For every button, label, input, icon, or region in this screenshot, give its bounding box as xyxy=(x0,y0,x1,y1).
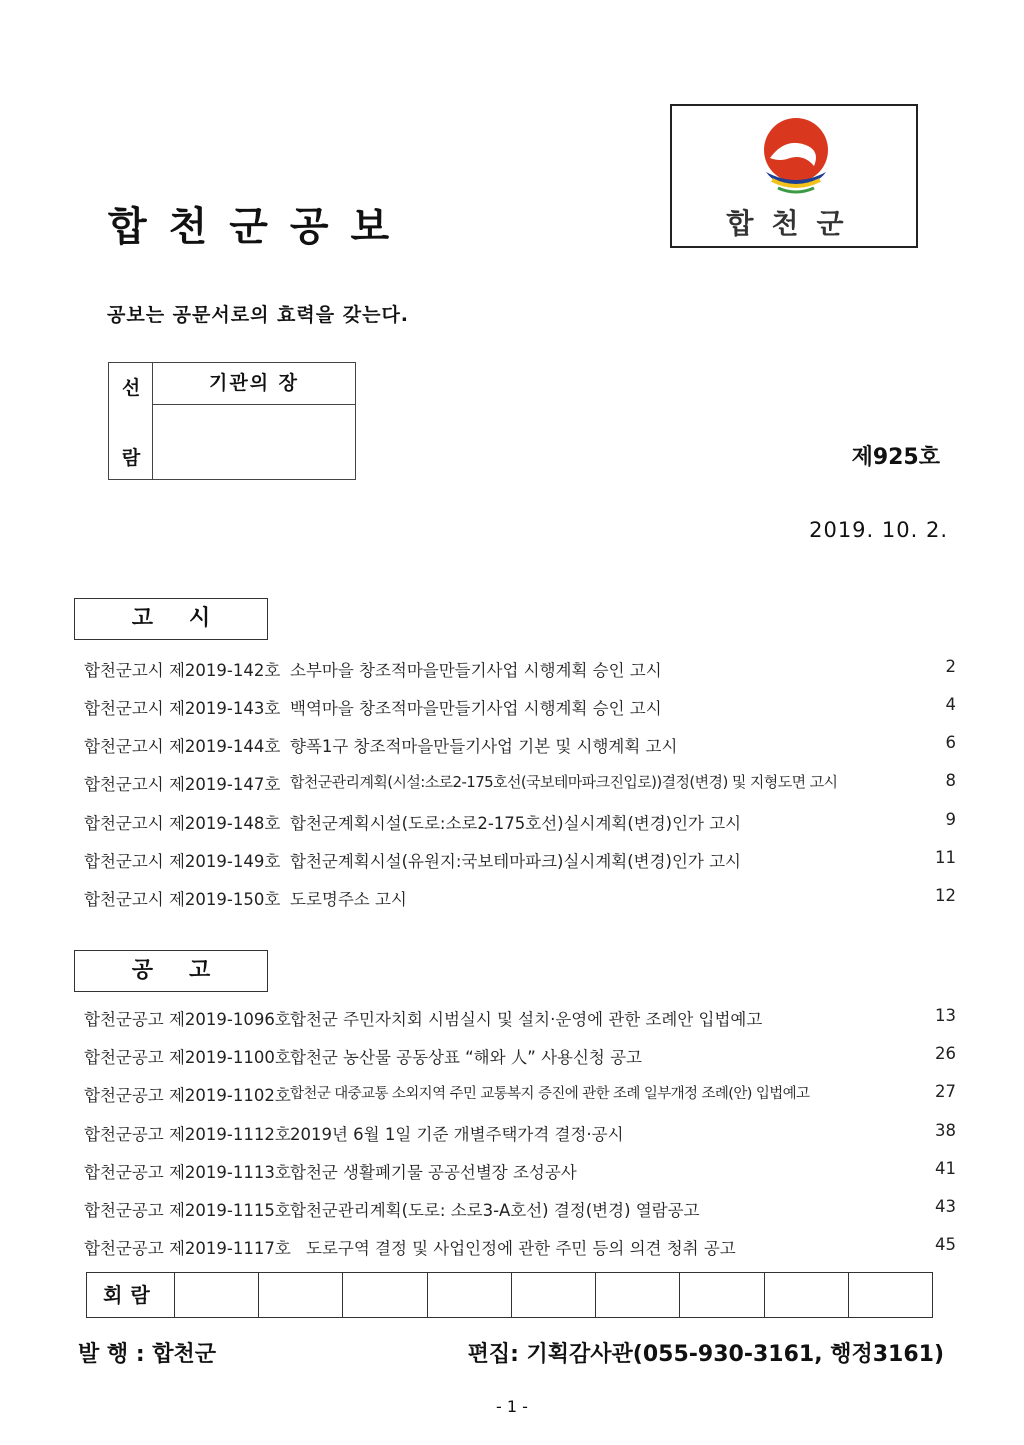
circulation-cell xyxy=(849,1273,932,1317)
entry-title: 백역마을 창조적마을만들기사업 시행계획 승인 고시 xyxy=(290,699,662,718)
circulation-cell xyxy=(680,1273,764,1317)
entry-page: 27 xyxy=(935,1082,956,1101)
circulation-cell xyxy=(259,1273,343,1317)
entry-number: 합천군공고 제2019-1102호 xyxy=(84,1086,291,1105)
notice-entry[interactable] xyxy=(84,810,956,840)
notice-entry[interactable] xyxy=(84,771,956,801)
announcement-entry[interactable] xyxy=(84,1082,956,1112)
entry-number: 합천군공고 제2019-1113호 xyxy=(84,1163,291,1182)
entry-number: 합천군고시 제2019-148호 xyxy=(84,814,281,833)
announcement-entry[interactable] xyxy=(84,1197,956,1227)
entry-page: 13 xyxy=(935,1006,956,1025)
issue-number: 제925호 xyxy=(851,445,940,470)
entry-page: 8 xyxy=(945,771,956,790)
announcement-entry[interactable] xyxy=(84,1235,956,1265)
circulation-cell xyxy=(428,1273,512,1317)
entry-title: 2019년 6월 1일 기준 개별주택가격 결정·공시 xyxy=(290,1125,624,1144)
entry-number: 합천군공고 제2019-1115호 xyxy=(84,1201,291,1220)
editor-contact: 편집: 기획감사관(055-930-3161, 행정3161) xyxy=(467,1342,944,1367)
routing-head: 기관의 장 xyxy=(153,363,355,405)
entry-number: 합천군고시 제2019-149호 xyxy=(84,852,281,871)
announcement-entry[interactable] xyxy=(84,1121,956,1151)
entry-number: 합천군고시 제2019-144호 xyxy=(84,737,281,756)
entry-number: 합천군고시 제2019-143호 xyxy=(84,699,281,718)
entry-title: 합천군관리계획(도로: 소로3-A호선) 결정(변경) 열람공고 xyxy=(290,1201,700,1220)
entry-number: 합천군공고 제2019-1117호 xyxy=(84,1239,291,1258)
notice-entry[interactable] xyxy=(84,733,956,763)
page-number: - 1 - xyxy=(496,1397,528,1416)
circulation-table xyxy=(86,1272,933,1318)
publisher-line: 발 행 : 합천군 xyxy=(78,1342,217,1367)
announcements-heading: 공고 xyxy=(74,950,268,992)
entry-title: 향폭1구 창조적마을만들기사업 기본 및 시행계획 고시 xyxy=(290,737,678,756)
entry-title: 도로구역 결정 및 사업인정에 관한 주민 등의 의견 청취 공고 xyxy=(306,1239,736,1258)
entry-number: 합천군고시 제2019-142호 xyxy=(84,661,281,680)
entry-page: 26 xyxy=(935,1044,956,1063)
routing-label-top: 선 xyxy=(121,377,141,399)
entry-title: 합천군관리계획(시설:소로2-175호선(국보테마파크진입로))결정(변경) 및 지형도면 고시 xyxy=(290,773,838,791)
circulation-cell xyxy=(512,1273,596,1317)
circulation-cell xyxy=(765,1273,849,1317)
circulation-label: 회람 xyxy=(87,1273,175,1317)
entry-title: 합천군 생활폐기물 공공선별장 조성공사 xyxy=(290,1163,577,1182)
routing-box xyxy=(108,362,356,480)
notice-entry[interactable] xyxy=(84,848,956,878)
announcement-entry[interactable] xyxy=(84,1006,956,1036)
entry-title: 합천군계획시설(유원지:국보테마파크)실시계획(변경)인가 고시 xyxy=(290,852,741,871)
entry-number: 합천군고시 제2019-150호 xyxy=(84,890,281,909)
entry-title: 합천군 대중교통 소외지역 주민 교통복지 증진에 관한 조례 일부개정 조례(안) 입법예고 xyxy=(290,1086,810,1102)
entry-page: 2 xyxy=(945,657,956,676)
gazette-title: 합천군공보 xyxy=(108,204,412,250)
gazette-subtitle: 공보는 공문서로의 효력을 갖는다. xyxy=(107,304,410,326)
announcement-entry[interactable] xyxy=(84,1159,956,1189)
county-logo-box xyxy=(670,104,918,248)
routing-label-bottom: 람 xyxy=(121,447,141,469)
issue-date: 2019. 10. 2. xyxy=(809,518,948,542)
notice-entry[interactable] xyxy=(84,695,956,725)
entry-title: 합천군 농산물 공동상표 “해와 人” 사용신청 공고 xyxy=(290,1048,642,1067)
notice-entry[interactable] xyxy=(84,886,956,916)
notices-heading: 고시 xyxy=(74,598,268,640)
entry-title: 합천군계획시설(도로:소로2-175호선)실시계획(변경)인가 고시 xyxy=(290,814,742,833)
circulation-cell xyxy=(175,1273,259,1317)
entry-page: 43 xyxy=(935,1197,956,1216)
logo-county-name: 합천군 xyxy=(726,207,862,240)
entry-page: 45 xyxy=(935,1235,956,1254)
entry-title: 소부마을 창조적마을만들기사업 시행계획 승인 고시 xyxy=(290,661,662,680)
entry-page: 6 xyxy=(945,733,956,752)
entry-page: 11 xyxy=(935,848,956,867)
circulation-cell xyxy=(596,1273,680,1317)
circulation-cell xyxy=(343,1273,427,1317)
entry-page: 38 xyxy=(935,1121,956,1140)
entry-title: 도로명주소 고시 xyxy=(290,890,407,909)
entry-title: 합천군 주민자치회 시범실시 및 설치·운영에 관한 조례안 입법예고 xyxy=(290,1010,763,1029)
entry-number: 합천군공고 제2019-1112호 xyxy=(84,1125,291,1144)
entry-number: 합천군공고 제2019-1100호 xyxy=(84,1048,291,1067)
entry-number: 합천군공고 제2019-1096호 xyxy=(84,1010,291,1029)
notice-entry[interactable] xyxy=(84,657,956,687)
entry-page: 9 xyxy=(945,810,956,829)
entry-page: 12 xyxy=(935,886,956,905)
routing-label-column xyxy=(109,363,153,479)
entry-page: 41 xyxy=(935,1159,956,1178)
entry-page: 4 xyxy=(945,695,956,714)
county-emblem-icon xyxy=(756,114,836,200)
entry-number: 합천군고시 제2019-147호 xyxy=(84,775,281,794)
announcement-entry[interactable] xyxy=(84,1044,956,1074)
